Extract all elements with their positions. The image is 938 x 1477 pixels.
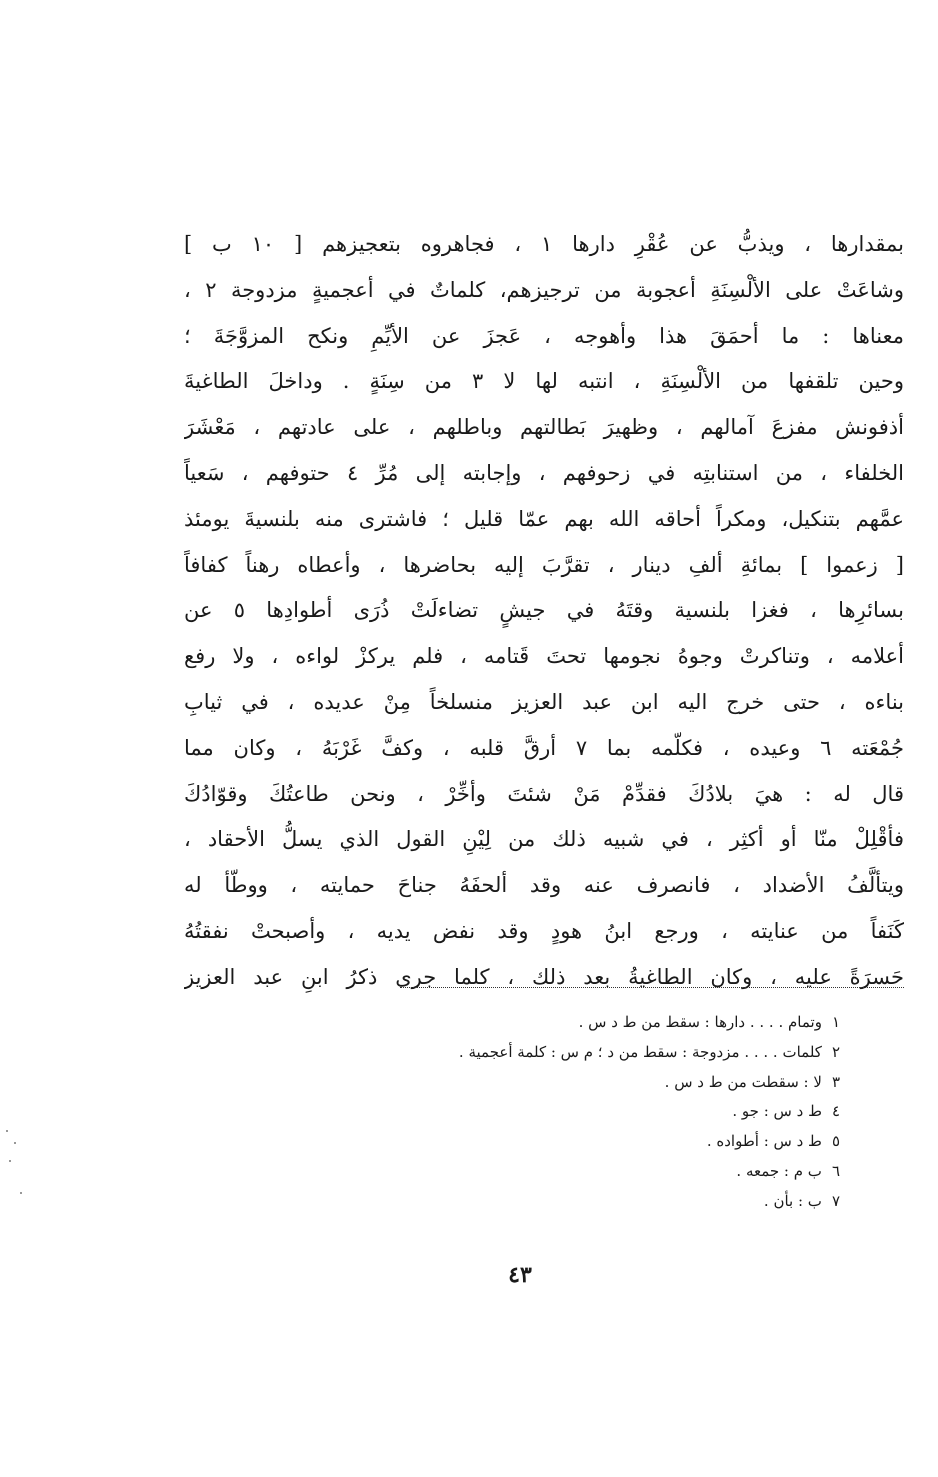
footnote-item xyxy=(300,1157,840,1187)
footnote-text: كلمات . . . . مزدوجة : سقط من د ؛ م س : كلمة أعجمية . xyxy=(458,1042,822,1061)
text-line: بسائرِها ، فغزا بلنسية وقتَهُ في جيشٍ تضاءلَتْ ذُرَى أطوادِها ٥ عن xyxy=(184,598,904,623)
footnote-item xyxy=(300,1068,840,1098)
footnote-item xyxy=(300,1127,840,1157)
footnote-text: ب : بأن . xyxy=(763,1191,822,1210)
text-line: ويتألَّفُ الأضداد ، فانصرف عنه وقد ألحفَهُ جناحَ حمايته ، ووطّأ له xyxy=(184,873,904,898)
footnote-number: ١ xyxy=(831,1013,840,1031)
footnote-item xyxy=(300,1038,840,1068)
text-line: عمَّهم بتنكيل، ومكراً أحاقه الله بهم عمّا قليل ؛ فاشترى منه بلنسيةَ يومئذ xyxy=(184,506,904,531)
text-line: جُمْعَته ٦ وعيده ، فكلّمه بما ٧ أرقَّ قلبه ، وكفَّ غَرْبَهُ ، وكان مما xyxy=(184,735,904,760)
text-line: معناها : ما أحمَقَ هذا وأهوجه ، عَجزَ عن الأيِّمِ ونكح المزوَّجَةَ ؛ xyxy=(184,323,904,348)
text-line: فأقْلِلْ منّا أو أكثِر ، في شبيه ذلك من لِيْنِ القول الذي يسلُّ الأحقاد ، xyxy=(184,827,904,852)
margin-specks xyxy=(0,1100,40,1240)
text-line: [ زعموا ] بمائةِ ألفِ دينار ، تقرَّبَ إليه بحاضرها ، وأعطاه رهناً كفافاً xyxy=(184,552,904,577)
footnote-number: ٢ xyxy=(831,1042,840,1061)
footnote-text: وتمام . . . . دارها : سقط من ط د س . xyxy=(578,1013,822,1031)
footnote-text: ط د س : جو . xyxy=(732,1102,822,1121)
text-line: كَنَفاً من عنايته ، ورجع ابنُ هودٍ وقد نفض يديه ، وأصبحتْ نفقتُهُ xyxy=(184,918,904,943)
text-line: بناءه ، حتى خرج اليه ابن عبد العزيز منسلخاً مِنْ عديده ، في ثيابِ xyxy=(184,689,904,714)
footnote-text: لا : سقطت من ط د س . xyxy=(664,1072,822,1091)
page-number: ٤٣ xyxy=(508,1262,532,1288)
text-line: أذفونش مفزعَ آمالهم ، وظهيرَ بَطالتهم وباطلهم ، على عادتهم ، مَعْشَرَ xyxy=(184,415,904,440)
footnote-number: ٦ xyxy=(831,1161,840,1180)
footnote-number: ٥ xyxy=(831,1132,840,1151)
text-line: حَسرَةً عليه ، وكان الطاغيةُ بعد ذلك ، كلما جرى ذكرُ ابنِ عبد العزيز xyxy=(184,964,904,989)
footnote-item xyxy=(300,1187,840,1217)
text-line: بمقدارها ، ويذبُّ عن عُقْرِ دارها ١ ، فجاهروه بتعجيزهم [ ١٠ ب ] xyxy=(184,232,904,256)
footnote-text: ط د س : أطواده . xyxy=(706,1132,822,1151)
text-line: أعلامه ، وتناكرتْ وجوهُ نجومها تحتَ قَتامه ، فلم يركزْ لواءه ، ولا رفع xyxy=(184,644,904,669)
footnote-number: ٤ xyxy=(831,1102,840,1121)
footnote-number: ٣ xyxy=(831,1072,840,1091)
footnotes-block xyxy=(300,1008,840,1217)
main-text-block xyxy=(184,222,904,1001)
footnote-item xyxy=(300,1097,840,1127)
footnote-text: ب م : جمعه . xyxy=(736,1161,822,1180)
text-line: وحين تلقفها من الألْسِنَةِ ، انتبه لها لا ٣ من سِنَةٍ . وداخلَ الطاغيةَ xyxy=(184,369,904,394)
text-line: وشاعَتْ على الألْسِنَةِ أعجوبة من ترجيزهم، كلماتٌ في أعجميةٍ مزدوجة ٢ ، xyxy=(184,277,904,302)
footnote-number: ٧ xyxy=(831,1191,840,1210)
text-line: الخلفاء ، من استنابتِه في زحوفهم ، وإجابته إلى مُرِّ ٤ حتوفهم ، سَعياً xyxy=(184,460,904,485)
footnote-item xyxy=(300,1008,840,1038)
footnote-separator xyxy=(400,987,904,988)
text-line: قال له : هيَ بلادُكَ فقدِّمْ مَنْ شئتَ وأخِّرْ ، ونحن طاعتُكَ وقوّادُكَ xyxy=(184,781,904,806)
